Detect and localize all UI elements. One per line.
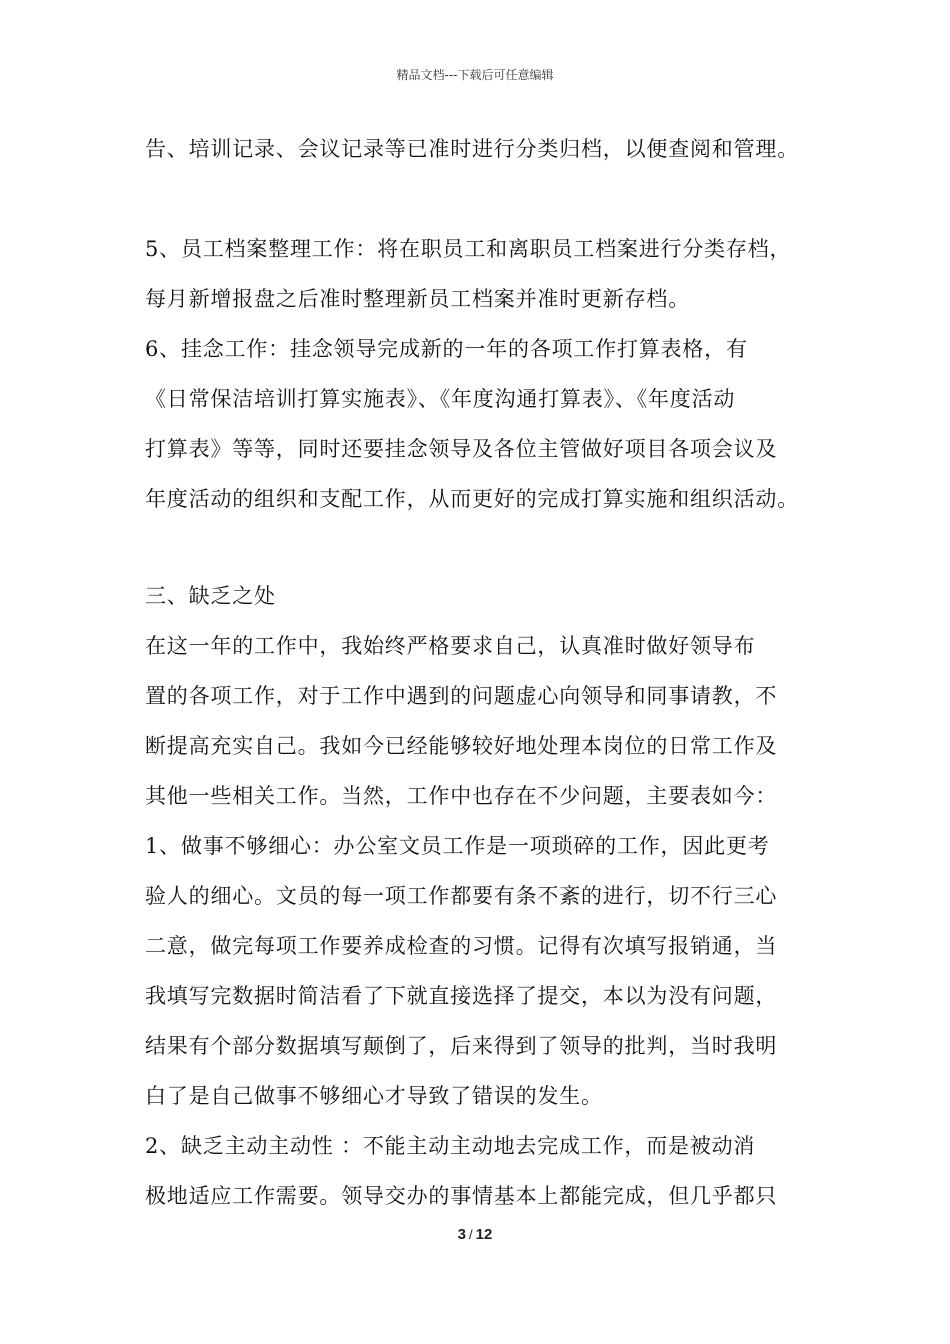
body-line: 白了是自己做事不够细心才导致了错误的发生。 [145,1084,603,1108]
body-line: 置的各项工作，对于工作中遇到的问题虚心向领导和同事请教，不 [145,684,778,708]
body-line: 打算表》等等，同时还要挂念领导及各位主管做好项目各项会议及 [145,437,778,461]
page-separator: / [469,1227,473,1242]
body-line: 二意，做完每项工作要养成检查的习惯。记得有次填写报销通，当 [145,934,778,958]
body-line: 6、挂念工作：挂念领导完成新的一年的各项工作打算表格，有 [145,337,748,361]
body-line: 1、做事不够细心：办公室文员工作是一项琐碎的工作，因此更考 [145,834,770,858]
body-line: 每月新增报盘之后准时整理新员工档案并准时更新存档。 [145,287,690,311]
total-pages-number: 12 [475,1226,493,1243]
section-heading: 三、缺乏之处 [145,584,276,608]
body-line: 断提高充实自己。我如今已经能够较好地处理本岗位的日常工作及 [145,734,778,758]
header-note: 精品文档---下载后可任意编辑 [396,68,554,82]
body-line: 2、缺乏主动主动性 ：不能主动主动地去完成工作，而是被动消 [145,1134,756,1158]
body-line: 其他一些相关工作。当然，工作中也存在不少问题，主要表如今： [145,784,778,808]
body-line: 在这一年的工作中，我始终严格要求自己，认真准时做好领导布 [145,634,756,658]
body-line: 5、员工档案整理工作：将在职员工和离职员工档案进行分类存档， [145,237,792,261]
body-line: 《日常保洁培训打算实施表》、《年度沟通打算表》、《年度活动 [145,387,736,411]
body-line: 极地适应工作需要。领导交办的事情基本上都能完成，但几乎都只 [145,1184,778,1208]
body-line: 年度活动的组织和支配工作，从而更好的完成打算实施和组织活动。 [145,487,799,511]
body-line: 告、培训记录、会议记录等已准时进行分类归档，以便查阅和管理。 [145,137,799,161]
current-page-number: 3 [457,1226,467,1243]
page-indicator [0,1226,950,1243]
body-line: 验人的细心。文员的每一项工作都要有条不紊的进行，切不行三心 [145,884,778,908]
body-line: 我填写完数据时简洁看了下就直接选择了提交，本以为没有问题， [145,984,778,1008]
body-line: 结果有个部分数据填写颠倒了，后来得到了领导的批判，当时我明 [145,1034,778,1058]
